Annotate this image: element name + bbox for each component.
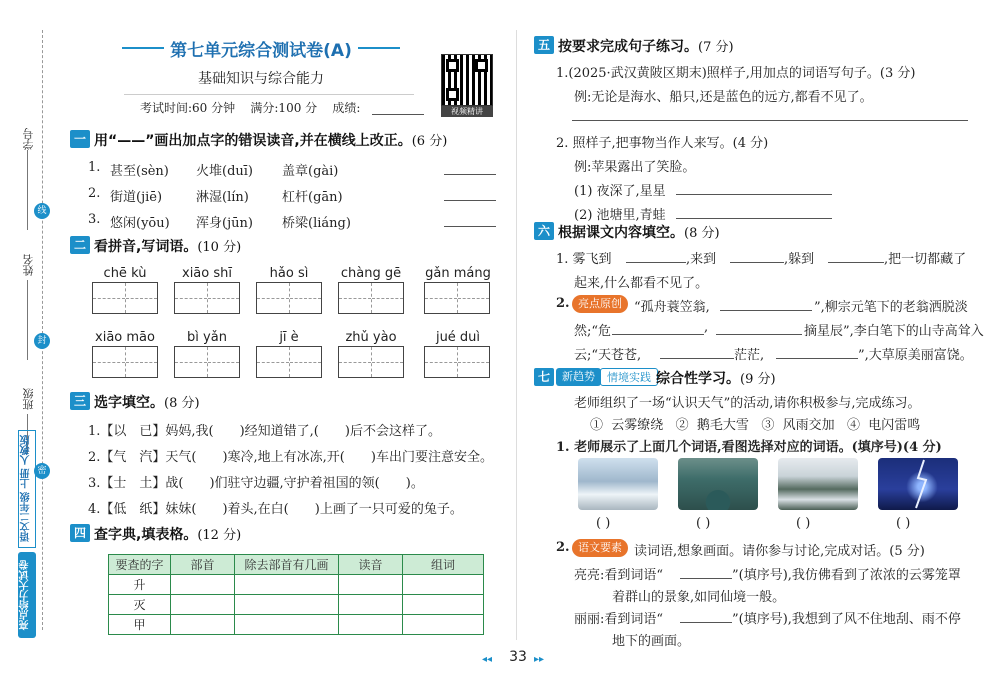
answer-line[interactable] xyxy=(626,262,686,263)
pinyin: jué duì xyxy=(435,330,481,345)
section-points: (8 分) xyxy=(164,396,200,411)
seal-secret-mark: 密 xyxy=(34,463,50,479)
lightning-image xyxy=(878,458,958,510)
answer-line[interactable] xyxy=(680,622,732,623)
q-number: 2. xyxy=(556,296,570,311)
answer-line[interactable] xyxy=(444,200,496,201)
writing-grid[interactable] xyxy=(174,282,240,314)
misty-mountains-image xyxy=(778,458,858,510)
word-item: 悠闲(yōu) xyxy=(110,216,170,231)
pinyin: bì yǎn xyxy=(187,330,227,345)
section-title: 看拼音,写词语。 xyxy=(94,239,198,255)
fill-sentence[interactable]: 2.【气 汽】天气( )寒冷,地上有冰冻,开( )车出门要注意安全。 xyxy=(88,450,493,465)
dialog-line: 着群山的景象,如同仙境一般。 xyxy=(612,590,786,605)
question-1: 1.(2025·武汉黄陂区期末)照样子,用加点的词语写句子。(3 分) xyxy=(556,66,916,81)
page-number: 33 xyxy=(509,649,527,665)
table-row xyxy=(109,615,484,635)
table-header: 读音 xyxy=(339,555,403,575)
pinyin: jī è xyxy=(279,330,299,345)
word-options: ① 云雾缭绕 ② 鹅毛大雪 ③ 风雨交加 ④ 电闪雷鸣 xyxy=(590,418,921,433)
dictionary-table xyxy=(108,554,484,635)
q-number: 2. xyxy=(88,186,101,201)
text-fragment: ,躲到 xyxy=(784,252,815,267)
section-number: 四 xyxy=(70,524,90,542)
intro-text: 老师组织了一场“认识天气”的活动,请你积极参与,完成练习。 xyxy=(574,396,921,411)
word-item: 甚至(sèn) xyxy=(110,164,169,179)
fill-sentence[interactable]: 1.【以 已】妈妈,我( )经知道错了,( )后不会这样了。 xyxy=(88,424,441,439)
answer-line[interactable] xyxy=(828,262,884,263)
text-fragment: 茫茫, xyxy=(734,348,765,363)
answer-bracket[interactable]: ( ) xyxy=(896,516,911,531)
pinyin: hǎo sì xyxy=(269,266,309,281)
exam-meta: 考试时间:60 分钟 满分:100 分 成绩: xyxy=(140,101,361,115)
section-number: 七 xyxy=(534,368,554,386)
writing-grid[interactable] xyxy=(424,346,490,378)
text-fragment: “孤舟蓑笠翁, xyxy=(634,300,710,315)
answer-line[interactable] xyxy=(444,174,496,175)
pinyin: xiāo shī xyxy=(182,266,232,281)
element-tag: 语文要素 xyxy=(572,539,628,557)
dialog-line: 亮亮:看到词语“ xyxy=(574,568,664,583)
answer-bracket[interactable]: ( ) xyxy=(596,516,611,531)
original-tag: 亮点原创 xyxy=(572,295,628,313)
pinyin: xiāo māo xyxy=(95,330,155,345)
answer-line[interactable] xyxy=(444,226,496,227)
section-number: 五 xyxy=(534,36,554,54)
section-number: 二 xyxy=(70,236,90,254)
section-number: 六 xyxy=(534,222,554,240)
example: 例:无论是海水、船只,还是蓝色的远方,都看不见了。 xyxy=(574,90,873,105)
answer-line[interactable] xyxy=(776,358,858,359)
dialog-line: ”(填序号),我想到了风不住地刮、雨不停 xyxy=(732,612,961,627)
example: 例:苹果露出了笑脸。 xyxy=(574,160,696,175)
text-fragment: 然;“危 xyxy=(574,324,612,339)
table-header: 要查的字 xyxy=(109,555,171,575)
section-number: 一 xyxy=(70,130,90,148)
table-cell: 甲 xyxy=(109,615,171,635)
section-points: (10 分) xyxy=(197,240,242,255)
text-fragment: 1. 雾飞到 xyxy=(556,252,612,267)
section-points: (8 分) xyxy=(684,226,720,241)
practice-tag: 情境实践 xyxy=(600,368,658,386)
table-cell: 升 xyxy=(109,575,171,595)
dialog-line: 地下的画面。 xyxy=(612,634,691,649)
writing-grid[interactable] xyxy=(92,282,158,314)
text-fragment: ,把一切都藏了 xyxy=(884,252,967,267)
writing-grid[interactable] xyxy=(424,282,490,314)
qr-code[interactable] xyxy=(441,54,493,106)
table-cell: 灭 xyxy=(109,595,171,615)
book-label: 语文二年级 上册 人教版 xyxy=(18,430,36,548)
answer-line[interactable] xyxy=(676,218,832,219)
section-title: 根据课文内容填空。 xyxy=(558,225,684,241)
seal-line-mark: 线 xyxy=(34,203,50,219)
answer-line[interactable] xyxy=(680,578,732,579)
sentence-stem: (2) 池塘里,青蛙 xyxy=(574,208,666,223)
pinyin: chàng gē xyxy=(340,266,402,281)
dialog-line: 丽丽:看到词语“ xyxy=(574,612,664,627)
brand-label: 亮点给力大试卷 xyxy=(18,552,36,638)
writing-grid[interactable] xyxy=(92,346,158,378)
q-number: 3. xyxy=(88,212,101,227)
pinyin: gǎn máng xyxy=(425,266,491,281)
qr-caption: 视频精讲 xyxy=(441,106,493,117)
trend-tag: 新趋势 xyxy=(556,368,601,386)
writing-grid[interactable] xyxy=(256,346,322,378)
text-fragment: , xyxy=(704,320,709,335)
word-item: 桥梁(liáng) xyxy=(282,216,351,231)
sentence-stem: (1) 夜深了,星星 xyxy=(574,184,666,199)
fill-sentence[interactable]: 4.【低 纸】妹妹( )着头,在白( )上画了一只可爱的兔子。 xyxy=(88,502,463,517)
section-points: (6 分) xyxy=(411,134,448,149)
section-title: 按要求完成句子练习。 xyxy=(558,39,698,55)
answer-bracket[interactable]: ( ) xyxy=(696,516,711,531)
section-title: 选字填空。 xyxy=(94,395,164,411)
word-item: 淋湿(lín) xyxy=(196,190,249,205)
text-fragment: 起来,什么都看不见了。 xyxy=(574,276,709,291)
writing-grid[interactable] xyxy=(256,282,322,314)
text-fragment: ”,柳宗元笔下的老翁洒脱淡 xyxy=(814,300,968,315)
writing-grid[interactable] xyxy=(174,346,240,378)
test-title: 第七单元综合测试卷(A) xyxy=(170,41,352,61)
answer-bracket[interactable]: ( ) xyxy=(796,516,811,531)
pinyin: zhǔ yào xyxy=(345,330,397,345)
word-item: 盖章(gài) xyxy=(282,164,339,179)
page-divider xyxy=(516,30,517,640)
snow-scene-image xyxy=(578,458,658,510)
table-header: 部首 xyxy=(171,555,235,575)
student-no-label: 学号 xyxy=(22,128,35,150)
answer-line[interactable] xyxy=(730,262,784,263)
section-title: 综合性学习。 xyxy=(656,371,740,387)
class-label: 班级 xyxy=(22,388,35,410)
text-fragment: ,来到 xyxy=(686,252,717,267)
table-row xyxy=(109,575,484,595)
table-header: 组词 xyxy=(403,555,484,575)
writing-grid[interactable] xyxy=(338,282,404,314)
table-header: 除去部首有几画 xyxy=(235,555,339,575)
section-title: 用“——”画出加点字的错误读音,并在横线上改正。 xyxy=(94,133,412,149)
word-item: 浑身(jūn) xyxy=(196,216,253,231)
q-number: 1. xyxy=(88,160,101,175)
question-2: 读词语,想象画面。请你参与讨论,完成对话。(5 分) xyxy=(634,544,925,559)
dialog-line: ”(填序号),我仿佛看到了浓浓的云雾笼罩 xyxy=(732,568,961,583)
name-label: 姓名 xyxy=(22,254,35,276)
prev-page-icon: ◂◂ xyxy=(482,654,493,665)
section-points: (9 分) xyxy=(740,372,776,387)
answer-line[interactable] xyxy=(720,310,812,311)
answer-line[interactable] xyxy=(572,120,968,121)
answer-line[interactable] xyxy=(612,334,704,335)
writing-grid[interactable] xyxy=(338,346,404,378)
section-points: (12 分) xyxy=(197,528,242,543)
answer-line[interactable] xyxy=(660,358,734,359)
word-item: 街道(jiē) xyxy=(110,190,163,205)
answer-line[interactable] xyxy=(716,334,802,335)
answer-line[interactable] xyxy=(676,194,832,195)
fill-sentence[interactable]: 3.【士 土】战( )们驻守边疆,守护着祖国的领( )。 xyxy=(88,476,424,491)
word-item: 火堆(duī) xyxy=(196,164,253,179)
storm-rain-image xyxy=(678,458,758,510)
text-fragment: 摘星辰”,李白笔下的山寺高耸入 xyxy=(804,324,984,339)
q-number: 2. xyxy=(556,540,570,555)
text-fragment: 云;“天苍苍, xyxy=(574,348,642,363)
question-2: 2. 照样子,把事物当作人来写。(4 分) xyxy=(556,136,769,151)
next-page-icon: ▸▸ xyxy=(534,654,545,665)
seal-seal-mark: 封 xyxy=(34,333,50,349)
test-subtitle: 基础知识与综合能力 xyxy=(198,71,324,87)
section-points: (7 分) xyxy=(698,40,734,55)
text-fragment: ”,大草原美丽富饶。 xyxy=(858,348,973,363)
pinyin: chē kù xyxy=(103,266,147,281)
section-title: 查字典,填表格。 xyxy=(94,527,198,543)
section-number: 三 xyxy=(70,392,90,410)
question-1: 1. 老师展示了上面几个词语,看图选择对应的词语。(填序号)(4 分) xyxy=(556,440,942,455)
table-row xyxy=(109,595,484,615)
word-item: 杠杆(gān) xyxy=(282,190,343,205)
